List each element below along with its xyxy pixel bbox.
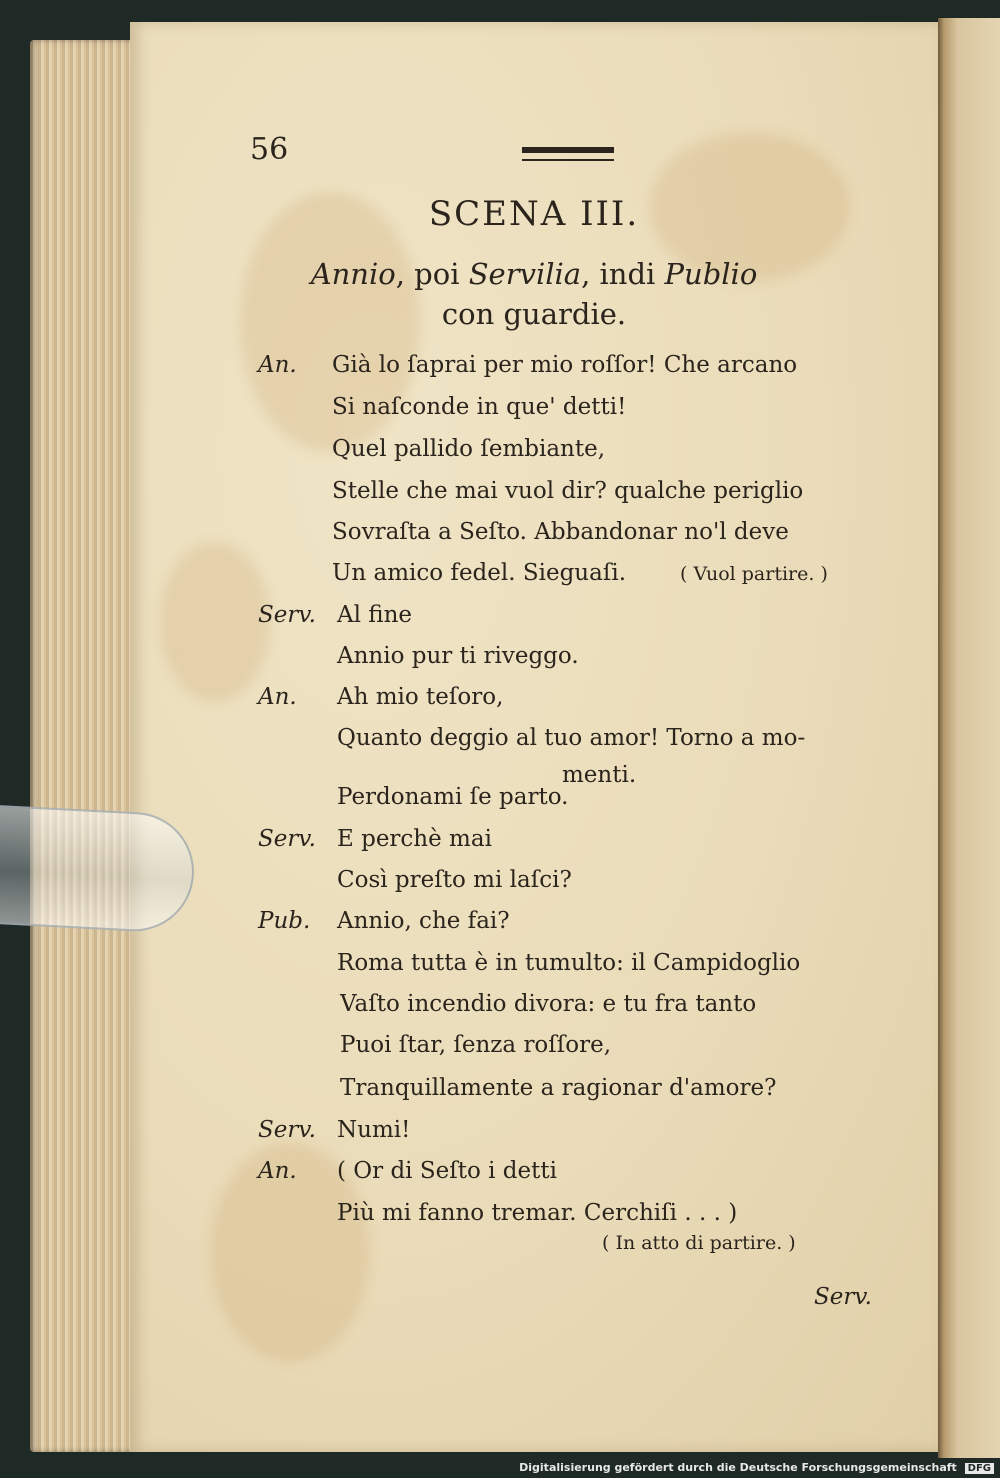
speaker-label: Pub. bbox=[258, 908, 311, 934]
speaker-label: Serv. bbox=[258, 826, 316, 852]
verse-line: Al fine bbox=[337, 602, 413, 628]
verse-line: Più mi fanno tremar. Cerchiſi . . . ) bbox=[337, 1200, 738, 1226]
person-servilia: Servilia bbox=[468, 257, 582, 291]
speaker-label: An. bbox=[258, 352, 297, 378]
verse-line: Così preſto mi laſci? bbox=[337, 867, 572, 893]
facing-page-edge bbox=[938, 18, 1000, 1458]
page-holder-clamp bbox=[0, 805, 197, 935]
verse-line: Stelle che mai vuol dir? qualche periglio bbox=[332, 478, 804, 504]
speaker-label: An. bbox=[258, 684, 297, 710]
verse-line: Vaſto incendio divora: e tu fra tanto bbox=[340, 991, 757, 1017]
digitization-credit bbox=[519, 1461, 994, 1474]
speaker-label: Serv. bbox=[258, 602, 316, 628]
verse-line: Perdonami ſe parto. bbox=[337, 784, 569, 810]
verse-line: Roma tutta è in tumulto: il Campidoglio bbox=[337, 950, 801, 976]
verse-line: Numi! bbox=[337, 1117, 411, 1143]
verse-line: Tranquillamente a ragionar d'amore? bbox=[340, 1075, 777, 1101]
stage-direction: ( In atto di partire. ) bbox=[602, 1232, 796, 1254]
verse-line: E perchè mai bbox=[337, 826, 492, 852]
verse-line: Sovraſta a Seſto. Abbandonar no'l deve bbox=[332, 519, 789, 545]
verse-line: Annio, che fai? bbox=[337, 908, 510, 934]
verse-line: menti. bbox=[562, 762, 637, 788]
dfg-logo: DFG bbox=[965, 1463, 994, 1474]
book-page bbox=[130, 22, 938, 1452]
speaker-label: Serv. bbox=[258, 1117, 316, 1143]
credit-text: Digitalisierung gefördert durch die Deutsche Forschungsgemeinschaft bbox=[519, 1461, 957, 1474]
catchword: Serv. bbox=[814, 1284, 872, 1310]
person-annio: Annio bbox=[310, 257, 396, 291]
persons-separator: , indi bbox=[581, 257, 665, 291]
dialogue bbox=[130, 22, 938, 1452]
verse-line: Annio pur ti riveggo. bbox=[337, 643, 579, 669]
verse-line: ( Or di Seſto i detti bbox=[337, 1158, 557, 1184]
person-publio: Publio bbox=[664, 257, 758, 291]
verse-line: Puoi ſtar, ſenza roſſore, bbox=[340, 1032, 612, 1058]
page-number: 56 bbox=[250, 132, 289, 167]
verse-line: Quel pallido ſembiante, bbox=[332, 436, 606, 462]
verse-line: Un amico fedel. Sieguaſi. bbox=[332, 560, 627, 586]
verse-line: Quanto deggio al tuo amor! Torno a mo- bbox=[337, 725, 806, 751]
verse-line: Ah mio teſoro, bbox=[337, 684, 504, 710]
scene-title: SCENA III. bbox=[428, 194, 640, 234]
verse-line: Si naſconde in que' detti! bbox=[332, 394, 627, 420]
persons-separator: , poi bbox=[395, 257, 469, 291]
page-edges bbox=[30, 40, 140, 1452]
verse-line: Già lo ſaprai per mio roſſor! Che arcano bbox=[332, 352, 798, 378]
speaker-label: An. bbox=[258, 1158, 297, 1184]
stage-direction: ( Vuol partire. ) bbox=[680, 563, 828, 585]
persons-line-2: con guardie. bbox=[441, 297, 627, 331]
